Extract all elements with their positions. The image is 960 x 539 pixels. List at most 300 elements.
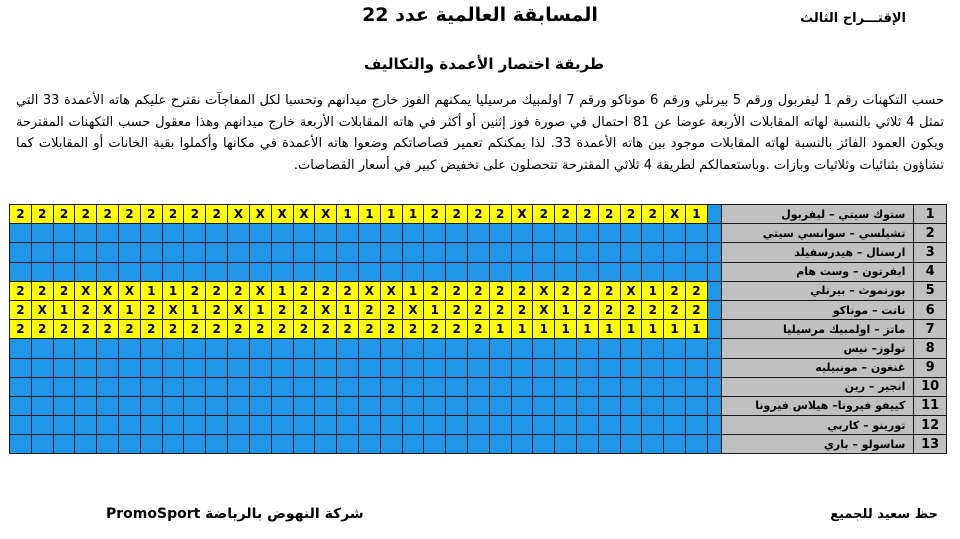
grid-cell: X <box>664 205 686 224</box>
grid-cell <box>577 224 599 243</box>
grid-cell <box>10 358 32 377</box>
grid-cell <box>533 243 555 262</box>
match-number: 8 <box>914 339 947 358</box>
grid-cell: 2 <box>53 205 75 224</box>
grid-cell <box>162 416 184 435</box>
grid-cell <box>337 396 359 415</box>
grid-cell <box>468 435 490 454</box>
grid-cell: 1 <box>119 300 141 319</box>
grid-cell <box>249 243 271 262</box>
match-number: 2 <box>914 224 947 243</box>
grid-cell <box>184 339 206 358</box>
grid-cell <box>577 339 599 358</box>
grid-cell <box>249 435 271 454</box>
grid-cell <box>424 435 446 454</box>
grid-cell <box>119 262 141 281</box>
grid-cell <box>10 224 32 243</box>
grid-cell: 1 <box>402 205 424 224</box>
grid-cell <box>489 243 511 262</box>
grid-cell <box>380 396 402 415</box>
match-label: تولوز– نيس <box>722 339 914 358</box>
grid-cell: 2 <box>249 320 271 339</box>
grid-cell <box>489 416 511 435</box>
grid-cell <box>533 435 555 454</box>
match-label: ماتز – اولمبيك مرسيليا <box>722 320 914 339</box>
grid-cell <box>598 358 620 377</box>
grid-cell: 2 <box>10 320 32 339</box>
grid-cell <box>489 224 511 243</box>
grid-cell <box>184 377 206 396</box>
grid-cell <box>206 377 228 396</box>
grid-cell <box>577 262 599 281</box>
grid-cell <box>642 416 664 435</box>
grid-cell <box>162 262 184 281</box>
grid-cell <box>97 243 119 262</box>
grid-cell: 2 <box>31 205 53 224</box>
grid-cell <box>249 262 271 281</box>
grid-cell <box>337 262 359 281</box>
grid-cell: 1 <box>489 320 511 339</box>
grid-cell <box>620 396 642 415</box>
grid-cell <box>358 416 380 435</box>
grid-cell <box>10 416 32 435</box>
grid-cell <box>511 224 533 243</box>
match-number: 6 <box>914 300 947 319</box>
grid-cell <box>53 435 75 454</box>
grid-row <box>10 300 947 319</box>
match-number: 3 <box>914 243 947 262</box>
grid-cell <box>664 377 686 396</box>
match-number: 9 <box>914 358 947 377</box>
grid-cell <box>664 224 686 243</box>
grid-cell <box>293 243 315 262</box>
grid-cell <box>337 416 359 435</box>
match-label: ايفرتون – وست هام <box>722 262 914 281</box>
grid-cell <box>380 358 402 377</box>
grid-cell <box>119 377 141 396</box>
grid-cell <box>598 339 620 358</box>
grid-cell <box>620 224 642 243</box>
grid-cell <box>511 243 533 262</box>
grid-cell <box>271 262 293 281</box>
grid-cell <box>271 243 293 262</box>
grid-cell: X <box>119 281 141 300</box>
grid-cell: 2 <box>53 320 75 339</box>
grid-cell: 2 <box>206 300 228 319</box>
grid-cell <box>577 358 599 377</box>
grid-cell <box>424 416 446 435</box>
grid-cell <box>75 435 97 454</box>
grid-cell: 2 <box>468 281 490 300</box>
grid-spacer <box>707 339 721 358</box>
grid-cell <box>315 416 337 435</box>
grid-cell <box>31 262 53 281</box>
grid-cell <box>337 243 359 262</box>
grid-cell <box>53 339 75 358</box>
grid-cell <box>337 377 359 396</box>
grid-cell <box>228 416 250 435</box>
grid-cell <box>468 339 490 358</box>
grid-cell <box>53 377 75 396</box>
page-subtitle: طريقة اختصار الأعمدة والتكاليف <box>363 55 605 73</box>
grid-cell: 1 <box>53 300 75 319</box>
grid-cell <box>642 243 664 262</box>
grid-cell <box>184 224 206 243</box>
grid-cell <box>686 377 708 396</box>
grid-cell <box>511 435 533 454</box>
grid-cell <box>271 416 293 435</box>
grid-cell: X <box>402 300 424 319</box>
suggestion-label: الإقتـــراح الثالث <box>800 11 906 26</box>
grid-cell: 2 <box>206 281 228 300</box>
grid-cell <box>358 243 380 262</box>
grid-cell <box>249 339 271 358</box>
grid-cell <box>664 435 686 454</box>
grid-cell <box>10 243 32 262</box>
grid-cell <box>75 377 97 396</box>
grid-cell <box>271 377 293 396</box>
grid-cell <box>162 358 184 377</box>
grid-cell: 2 <box>468 205 490 224</box>
grid-cell <box>75 396 97 415</box>
match-number: 1 <box>914 205 947 224</box>
grid-row <box>10 435 947 454</box>
grid-cell <box>533 377 555 396</box>
grid-cell <box>10 262 32 281</box>
grid-cell <box>620 358 642 377</box>
grid-cell <box>315 262 337 281</box>
grid-cell <box>664 396 686 415</box>
grid-cell <box>97 339 119 358</box>
grid-cell <box>424 339 446 358</box>
grid-cell <box>75 262 97 281</box>
grid-cell <box>468 377 490 396</box>
grid-cell: 2 <box>271 300 293 319</box>
grid-row <box>10 262 947 281</box>
grid-cell: 2 <box>424 320 446 339</box>
grid-cell: 1 <box>577 320 599 339</box>
grid-cell <box>555 377 577 396</box>
grid-cell <box>533 396 555 415</box>
grid-cell <box>446 358 468 377</box>
grid-cell <box>271 358 293 377</box>
grid-cell: 2 <box>511 281 533 300</box>
grid-cell <box>620 435 642 454</box>
grid-cell <box>10 339 32 358</box>
grid-cell <box>228 262 250 281</box>
grid-cell <box>358 396 380 415</box>
grid-cell <box>75 358 97 377</box>
grid-row <box>10 205 947 224</box>
match-label: غنغون – مونبيليه <box>722 358 914 377</box>
grid-cell <box>424 377 446 396</box>
grid-cell: 2 <box>10 281 32 300</box>
grid-cell <box>642 262 664 281</box>
grid-cell <box>97 224 119 243</box>
match-label: ستوك سيتي – ليفربول <box>722 205 914 224</box>
grid-cell: 2 <box>10 300 32 319</box>
grid-cell <box>686 396 708 415</box>
grid-cell <box>533 224 555 243</box>
grid-cell <box>184 416 206 435</box>
grid-cell <box>53 416 75 435</box>
grid-spacer <box>707 300 721 319</box>
match-label: نانت – موناكو <box>722 300 914 319</box>
grid-cell <box>97 435 119 454</box>
grid-cell: 1 <box>511 320 533 339</box>
grid-cell <box>293 377 315 396</box>
grid-cell <box>664 339 686 358</box>
grid-cell <box>162 396 184 415</box>
grid-cell <box>642 377 664 396</box>
grid-cell <box>555 358 577 377</box>
grid-cell: 1 <box>249 300 271 319</box>
grid-cell <box>620 262 642 281</box>
grid-cell: X <box>380 281 402 300</box>
match-number: 10 <box>914 377 947 396</box>
grid-cell: 2 <box>489 281 511 300</box>
grid-cell: 2 <box>293 281 315 300</box>
grid-cell <box>380 416 402 435</box>
grid-cell <box>97 396 119 415</box>
grid-cell: 2 <box>140 205 162 224</box>
grid-cell: 2 <box>271 320 293 339</box>
columns-grid <box>9 204 947 467</box>
grid-cell <box>75 243 97 262</box>
grid-cell <box>577 416 599 435</box>
grid-cell <box>424 243 446 262</box>
grid-cell <box>358 339 380 358</box>
grid-cell <box>31 339 53 358</box>
grid-cell <box>119 243 141 262</box>
grid-cell <box>358 435 380 454</box>
grid-cell: 2 <box>642 205 664 224</box>
grid-cell <box>358 358 380 377</box>
grid-cell <box>555 339 577 358</box>
grid-cell <box>686 243 708 262</box>
grid-cell: 2 <box>293 320 315 339</box>
grid-cell <box>315 243 337 262</box>
grid-cell: 2 <box>489 300 511 319</box>
grid-cell <box>10 435 32 454</box>
grid-cell <box>468 396 490 415</box>
grid-cell: 1 <box>424 300 446 319</box>
match-label: تورينو – كاربي <box>722 416 914 435</box>
grid-cell: 2 <box>533 205 555 224</box>
grid-cell <box>446 339 468 358</box>
grid-spacer <box>707 281 721 300</box>
grid-cell <box>686 339 708 358</box>
grid-cell: 2 <box>337 281 359 300</box>
grid-cell <box>206 358 228 377</box>
grid-cell <box>642 224 664 243</box>
match-label: ساسولو – باري <box>722 435 914 454</box>
grid-cell: 2 <box>162 205 184 224</box>
grid-cell <box>380 262 402 281</box>
grid-cell <box>162 377 184 396</box>
match-number: 5 <box>914 281 947 300</box>
grid-cell: 2 <box>686 300 708 319</box>
grid-cell <box>271 224 293 243</box>
grid-spacer <box>707 262 721 281</box>
grid-spacer <box>707 396 721 415</box>
grid-cell: 1 <box>337 300 359 319</box>
match-number: 11 <box>914 396 947 415</box>
grid-cell <box>249 224 271 243</box>
grid-cell <box>533 262 555 281</box>
grid-cell <box>424 396 446 415</box>
grid-cell <box>337 339 359 358</box>
grid-cell: 2 <box>686 281 708 300</box>
grid-row <box>10 396 947 415</box>
grid-cell <box>468 416 490 435</box>
grid-cell <box>468 358 490 377</box>
grid-cell: 2 <box>424 281 446 300</box>
grid-cell <box>380 377 402 396</box>
grid-cell <box>402 262 424 281</box>
company-name: شركة النهوض بالرياضة PromoSport <box>106 506 364 522</box>
grid-cell: 1 <box>337 205 359 224</box>
match-label: ارسنال – هيدرسفيلد <box>722 243 914 262</box>
grid-cell <box>446 243 468 262</box>
grid-cell: 2 <box>358 300 380 319</box>
grid-spacer <box>707 243 721 262</box>
grid-cell: 1 <box>162 281 184 300</box>
grid-cell <box>555 435 577 454</box>
grid-cell: 2 <box>402 320 424 339</box>
grid-cell <box>446 262 468 281</box>
grid-cell <box>140 358 162 377</box>
grid-cell <box>249 358 271 377</box>
grid-cell: 2 <box>140 320 162 339</box>
grid-cell <box>424 224 446 243</box>
grid-row <box>10 416 947 435</box>
grid-cell <box>337 358 359 377</box>
grid-row <box>10 358 947 377</box>
grid-cell <box>184 243 206 262</box>
grid-cell <box>293 358 315 377</box>
grid-cell <box>184 396 206 415</box>
grid-cell: 1 <box>184 300 206 319</box>
grid-row <box>10 377 947 396</box>
grid-cell: 2 <box>228 320 250 339</box>
grid-cell: 2 <box>380 320 402 339</box>
match-number: 13 <box>914 435 947 454</box>
grid-cell <box>533 358 555 377</box>
grid-cell <box>358 224 380 243</box>
grid-cell: 2 <box>53 281 75 300</box>
grid-cell: X <box>293 205 315 224</box>
grid-cell: 2 <box>446 300 468 319</box>
grid-cell: X <box>228 300 250 319</box>
grid-cell: 2 <box>511 300 533 319</box>
grid-spacer <box>707 224 721 243</box>
match-label: كييفو فيرونا– هيلاس فيرونا <box>722 396 914 415</box>
grid-cell <box>119 339 141 358</box>
grid-cell: 1 <box>380 205 402 224</box>
grid-cell: 2 <box>75 205 97 224</box>
grid-cell <box>184 435 206 454</box>
grid-cell: 2 <box>75 300 97 319</box>
grid-cell <box>620 339 642 358</box>
grid-row <box>10 224 947 243</box>
grid-cell <box>206 435 228 454</box>
grid-cell <box>10 396 32 415</box>
grid-cell: 2 <box>10 205 32 224</box>
grid-cell: X <box>162 300 184 319</box>
grid-cell <box>686 262 708 281</box>
grid-cell: 2 <box>315 320 337 339</box>
grid-cell <box>598 243 620 262</box>
grid-spacer <box>707 358 721 377</box>
grid-row <box>10 320 947 339</box>
grid-cell <box>315 358 337 377</box>
grid-cell <box>53 358 75 377</box>
grid-cell: 2 <box>140 300 162 319</box>
grid-cell: 2 <box>184 205 206 224</box>
grid-cell: 2 <box>446 320 468 339</box>
grid-cell: 2 <box>446 281 468 300</box>
grid-cell: 2 <box>446 205 468 224</box>
grid-cell: 2 <box>228 281 250 300</box>
grid-cell: X <box>533 281 555 300</box>
grid-cell <box>642 435 664 454</box>
grid-cell <box>446 377 468 396</box>
grid-cell <box>489 435 511 454</box>
grid-cell <box>446 416 468 435</box>
grid-cell <box>664 358 686 377</box>
grid-cell <box>293 396 315 415</box>
grid-cell <box>380 224 402 243</box>
grid-cell <box>511 262 533 281</box>
grid-cell <box>97 377 119 396</box>
grid-cell <box>249 377 271 396</box>
grid-cell <box>402 416 424 435</box>
grid-cell <box>315 435 337 454</box>
grid-cell <box>162 243 184 262</box>
grid-cell <box>446 435 468 454</box>
grid-cell <box>598 396 620 415</box>
grid-cell <box>686 358 708 377</box>
grid-spacer <box>707 205 721 224</box>
grid-cell: 2 <box>162 320 184 339</box>
grid-cell <box>358 377 380 396</box>
grid-cell <box>686 416 708 435</box>
grid-cell: 1 <box>533 320 555 339</box>
grid-cell <box>140 396 162 415</box>
grid-cell <box>533 416 555 435</box>
grid-cell <box>598 435 620 454</box>
grid-cell <box>271 435 293 454</box>
grid-cell <box>664 416 686 435</box>
grid-cell <box>642 358 664 377</box>
grid-cell: 2 <box>119 205 141 224</box>
grid-cell <box>555 396 577 415</box>
grid-cell <box>119 358 141 377</box>
good-luck-text: حظ سعيد للجميع <box>830 507 938 522</box>
grid-cell <box>53 243 75 262</box>
grid-cell <box>489 339 511 358</box>
grid-cell <box>75 224 97 243</box>
grid-cell <box>402 396 424 415</box>
grid-cell <box>642 339 664 358</box>
grid-cell <box>97 358 119 377</box>
grid-cell <box>228 396 250 415</box>
grid-cell: 2 <box>664 281 686 300</box>
grid-cell: X <box>249 281 271 300</box>
grid-cell: X <box>620 281 642 300</box>
grid-cell <box>446 224 468 243</box>
